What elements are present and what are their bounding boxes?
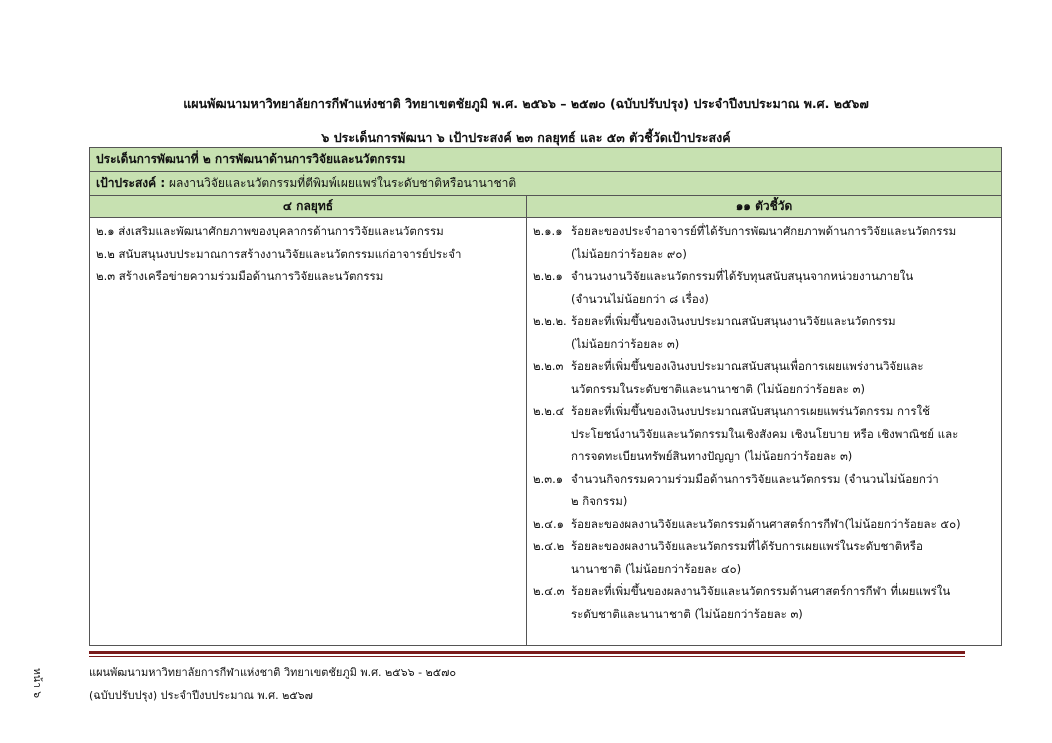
indicator-item: [533, 265, 998, 310]
goal-label: เป้าประสงค์ :: [96, 176, 166, 190]
indicator-item: [533, 310, 998, 355]
indicator-text-cont: ๒ กิจกรรม): [571, 494, 628, 508]
indicator-item: [533, 468, 998, 513]
indicator-text: จำนวนกิจกรรมความร่วมมือด้านการวิจัยและนวัตกรรม (จำนวนไม่น้อยกว่า: [571, 471, 939, 486]
indicator-text: จำนวนงานวิจัยและนวัตกรรมที่ได้รับทุนสนับสนุนจากหน่วยงานภายใน: [571, 269, 914, 283]
indicator-number: ๒.๒.๒.: [533, 314, 567, 328]
document-subtitle: ๖ ประเด็นการพัฒนา ๖ เป้าประสงค์ ๒๓ กลยุทธ์ และ ๕๓ ตัวชี้วัดเป้าประสงค์: [321, 130, 731, 145]
indicator-text: ร้อยละที่เพิ่มขึ้นของเงินงบประมาณสนับสนุนเพื่อการเผยแพร่งานวิจัยและ: [571, 359, 924, 373]
indicator-text: ร้อยละของประจำอาจารย์ที่ได้รับการพัฒนาศักยภาพด้านการวิจัยและนวัตกรรม: [571, 224, 957, 238]
indicators-header: ๑๑ ตัวชี้วัด: [527, 196, 1001, 218]
indicators-list: [533, 220, 998, 625]
footer-line-1: แผนพัฒนามหาวิทยาลัยการกีฬาแห่งชาติ วิทยาเขตชัยภูมิ พ.ศ. ๒๕๖๖ - ๒๕๗๐: [89, 666, 457, 679]
strategies-header: ๔ กลยุทธ์: [90, 196, 527, 218]
indicator-text: ร้อยละของผลงานวิจัยและนวัตกรรมด้านศาสตร์การกีฬา(ไม่น้อยกว่าร้อยละ ๕๐): [571, 516, 961, 531]
indicator-text: ร้อยละที่เพิ่มขึ้นของผลงานวิจัยและนวัตกรรมด้านศาสตร์การกีฬา ที่เผยแพร่ใน: [571, 584, 951, 598]
indicator-item: [533, 400, 998, 468]
indicator-number: ๒.๔.๑: [533, 516, 564, 531]
indicator-item: [533, 355, 998, 400]
indicator-number: ๒.๒.๑: [533, 269, 563, 283]
indicator-number: ๒.๔.๒: [533, 539, 565, 553]
development-issue-row: ประเด็นการพัฒนาที่ ๒ การพัฒนาด้านการวิจัยและนวัตกรรม: [90, 148, 1001, 172]
indicator-text-cont: (จำนวนไม่น้อยกว่า ๘ เรื่อง): [571, 291, 709, 306]
footer-rule-thin: [89, 656, 965, 657]
indicator-text: ร้อยละที่เพิ่มขึ้นของเงินงบประมาณสนับสนุนการเผยแพร่นวัตกรรม การใช้: [571, 404, 930, 418]
column-divider: [526, 218, 527, 645]
indicator-text-cont: (ไม่น้อยกว่าร้อยละ ๓): [571, 336, 680, 351]
page-number: หน้า ๖: [31, 668, 43, 698]
indicator-text-cont: นวัตกรรมในระดับชาติและนานาชาติ (ไม่น้อยกว่าร้อยละ ๓): [571, 381, 865, 396]
goal-text: ผลงานวิจัยและนวัตกรรมที่ตีพิมพ์เผยแพร่ในระดับชาติหรือนานาชาติ: [165, 176, 517, 190]
indicator-number: ๒.๒.๔: [533, 404, 565, 418]
indicator-number: ๒.๔.๓: [533, 584, 565, 598]
indicator-number: ๒.๓.๑: [533, 471, 564, 486]
indicator-item: [533, 513, 998, 536]
strategies-list: [96, 220, 522, 288]
indicator-text-cont: ประโยชน์งานวิจัยและนวัตกรรมในเชิงสังคม เชิงนโยบาย หรือ เชิงพาณิชย์ และ: [571, 426, 959, 441]
plan-table: [89, 147, 1002, 646]
goal-row: [90, 172, 1001, 196]
strategy-item: ๒.๑ ส่งเสริมและพัฒนาศักยภาพของบุคลากรด้านการวิจัยและนวัตกรรม: [96, 224, 444, 238]
indicator-text: ร้อยละที่เพิ่มขึ้นของเงินงบประมาณสนับสนุนงานวิจัยและนวัตกรรม: [571, 314, 896, 328]
footer-rule-thick: [89, 651, 965, 654]
indicator-text-cont: (ไม่น้อยกว่าร้อยละ ๙๐): [571, 246, 687, 261]
document-title: แผนพัฒนามหาวิทยาลัยการกีฬาแห่งชาติ วิทยาเขตชัยภูมิ พ.ศ. ๒๕๖๖ – ๒๕๗๐ (ฉบับปรับปรุง) ประจำปีงบประมาณ พ.ศ. ๒๕๖๗: [183, 96, 869, 111]
indicator-text: ร้อยละของผลงานวิจัยและนวัตกรรมที่ได้รับการเผยแพร่ในระดับชาติหรือ: [571, 539, 923, 553]
indicator-item: [533, 535, 998, 580]
indicator-text-cont: นานาชาติ (ไม่น้อยกว่าร้อยละ ๔๐): [571, 561, 742, 576]
indicator-item: [533, 580, 998, 625]
strategy-item: ๒.๓ สร้างเครือข่ายความร่วมมือด้านการวิจัยและนวัตกรรม: [96, 269, 384, 283]
strategy-item: ๒.๒ สนับสนุนงบประมาณการสร้างงานวิจัยและนวัตกรรมแก่อาจารย์ประจำ: [96, 246, 462, 261]
indicator-number: ๒.๑.๑: [533, 224, 563, 238]
indicator-text-cont: ระดับชาติและนานาชาติ (ไม่น้อยกว่าร้อยละ ๓): [571, 606, 803, 621]
indicator-number: ๒.๒.๓: [533, 359, 564, 373]
footer-line-2: (ฉบับปรับปรุง) ประจำปีงบประมาณ พ.ศ. ๒๕๖๗: [89, 689, 313, 702]
indicator-text-cont: การจดทะเบียนทรัพย์สินทางปัญญา (ไม่น้อยกว่าร้อยละ ๓): [571, 449, 853, 463]
indicator-item: [533, 220, 998, 265]
